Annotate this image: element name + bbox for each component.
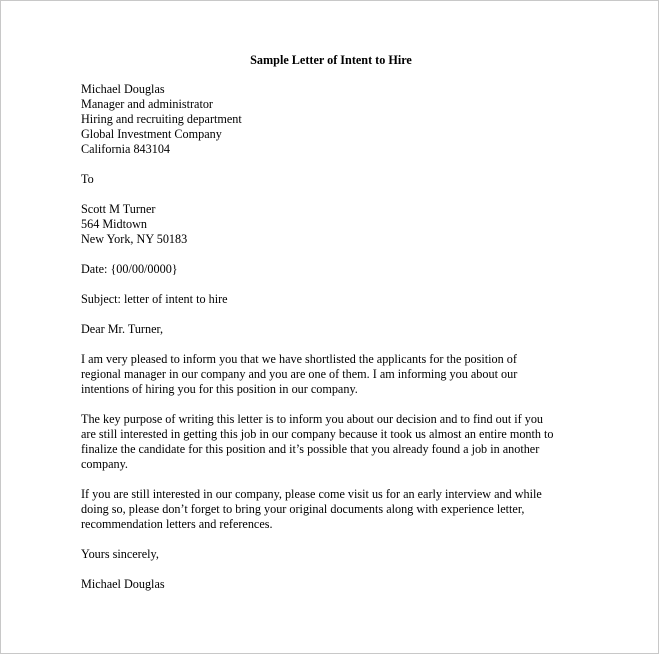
paragraph-line: recommendation letters and references. [81,517,273,531]
closing: Yours sincerely, [81,547,159,561]
letter-date: Date: {00/00/0000} [81,262,178,276]
recipient-street: 564 Midtown [81,217,148,231]
salutation: Dear Mr. Turner, [81,322,164,336]
letter-title: Sample Letter of Intent to Hire [250,53,412,67]
to-label: To [81,172,94,186]
paragraph-line: If you are still interested in our company, please come visit us for an early interview and while [81,487,542,501]
letter-body [81,53,591,607]
recipient-name: Scott M Turner [81,202,156,216]
paragraph-3 [81,487,591,532]
sender-company: Global Investment Company [81,127,222,141]
paragraph-line: The key purpose of writing this letter is to inform you about our decision and to find out if you [81,412,544,426]
paragraph-line: company. [81,457,128,471]
sender-position: Manager and administrator [81,97,213,111]
paragraph-line: regional manager in our company and you are one of them. I am informing you about our [81,367,518,381]
paragraph-1 [81,352,591,397]
recipient-address [81,202,591,247]
paragraph-line: I am very pleased to inform you that we have shortlisted the applicants for the position of [81,352,517,366]
paragraph-2 [81,412,591,472]
letter-subject: Subject: letter of intent to hire [81,292,228,306]
paragraph-line: doing so, please don’t forget to bring your original documents along with experience letter, [81,502,525,516]
signature: Michael Douglas [81,577,165,591]
paragraph-line: finalize the candidate for this position and it’s possible that you already found a job in another [81,442,540,456]
paragraph-line: are still interested in getting this job in our company because it took us almost an entire month to [81,427,554,441]
recipient-city: New York, NY 50183 [81,232,188,246]
sender-name: Michael Douglas [81,82,165,96]
paragraph-line: intentions of hiring you for this position in our company. [81,382,358,396]
sender-address [81,82,591,157]
sender-location: California 843104 [81,142,171,156]
sender-department: Hiring and recruiting department [81,112,242,126]
